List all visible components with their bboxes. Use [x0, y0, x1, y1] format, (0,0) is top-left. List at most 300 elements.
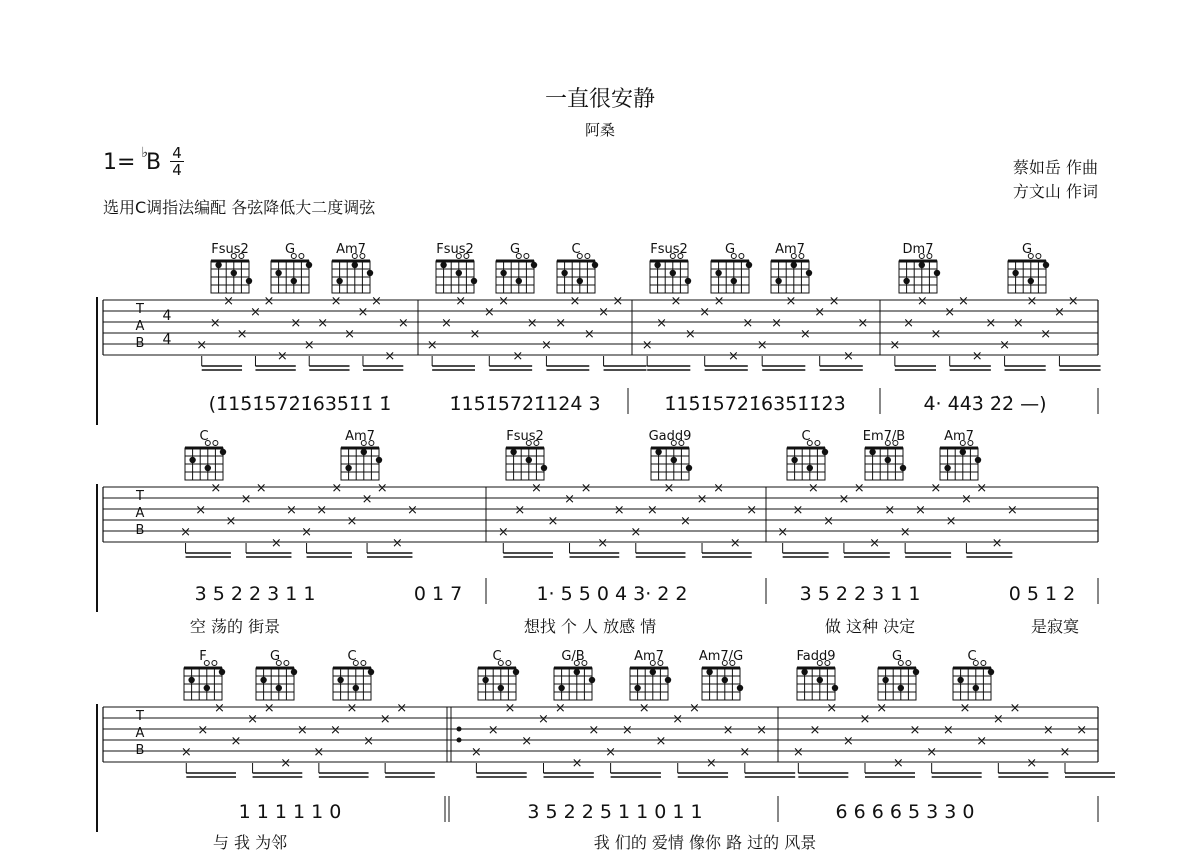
tab-note: ×	[180, 745, 192, 760]
tab-note: ×	[909, 723, 921, 738]
tab-note: ×	[655, 734, 667, 749]
chord-dot	[685, 278, 691, 284]
tab-note: ×	[807, 481, 819, 496]
tab-note: ×	[276, 349, 288, 364]
chord-dot	[960, 449, 966, 455]
chord-name: G	[724, 242, 736, 257]
tab-note: ×	[814, 305, 826, 320]
chord-dot	[337, 677, 343, 683]
tab-note: ×	[826, 701, 838, 716]
tab-note: ×	[487, 723, 499, 738]
tab-note: ×	[957, 294, 969, 309]
tab-note: ×	[842, 349, 854, 364]
tab-note: ×	[1026, 294, 1038, 309]
tab-note: ×	[828, 294, 840, 309]
chord-name: Am7	[944, 429, 974, 444]
chord-dot	[260, 677, 266, 683]
tab-note: ×	[641, 338, 653, 353]
tab-letter-T: T	[136, 489, 144, 504]
tab-note: ×	[547, 514, 559, 529]
chord-dot	[513, 669, 519, 675]
chord-dot	[498, 685, 504, 691]
tab-note: ×	[564, 492, 575, 507]
chord-dot	[817, 677, 823, 683]
tab-letter-A: A	[135, 726, 145, 741]
chord-open	[284, 661, 289, 666]
tab-note: ×	[739, 745, 751, 760]
tab-note: ×	[792, 745, 804, 760]
tab-note: ×	[930, 327, 942, 342]
tab-note: ×	[971, 349, 983, 364]
tab-note: ×	[959, 701, 971, 716]
numbered-notation: 3 5 2 2 3 1 1	[799, 583, 921, 605]
tab-time-bottom: 4	[162, 332, 172, 348]
tab-note: ×	[630, 525, 642, 540]
chord-dot	[353, 685, 359, 691]
repeat-dot	[457, 727, 462, 732]
chord-dot	[654, 262, 660, 268]
tab-note: ×	[672, 712, 684, 727]
time-top: 4	[172, 144, 182, 162]
tab-note: ×	[842, 734, 854, 749]
tab-note: ×	[280, 756, 292, 771]
chord-open	[213, 441, 218, 446]
tab-note: ×	[357, 305, 369, 320]
chord-name: Am7	[336, 242, 366, 257]
chord-dot	[791, 262, 797, 268]
tab-note: ×	[290, 316, 302, 331]
tab-note: ×	[555, 316, 567, 331]
chord-name: G	[269, 649, 281, 664]
tab-note: ×	[384, 349, 396, 364]
tab-note: ×	[213, 701, 225, 716]
chord-dot	[665, 677, 671, 683]
lyric-line: 与 我 为邻	[212, 833, 288, 850]
chord-dot	[913, 669, 919, 675]
tab-note: ×	[809, 723, 821, 738]
chord-dot	[516, 278, 522, 284]
tab-note: ×	[344, 327, 355, 342]
tab-letter-T: T	[136, 302, 144, 317]
tab-note: ×	[1067, 294, 1079, 309]
tab-note: ×	[230, 734, 242, 749]
chord-dot	[746, 262, 752, 268]
chord-name: G	[284, 242, 296, 257]
chord-dot	[592, 262, 598, 268]
chord-open	[361, 661, 366, 666]
chord-dot	[219, 669, 225, 675]
tab-note: ×	[646, 503, 658, 518]
tab-note: ×	[483, 305, 495, 320]
chord-dot	[345, 465, 351, 471]
chord-dot	[650, 669, 656, 675]
chord-name: G	[509, 242, 521, 257]
chord-dot	[898, 685, 904, 691]
chord-dot	[934, 270, 940, 276]
flat-sign: ♭	[141, 145, 149, 161]
tab-note: ×	[1012, 316, 1024, 331]
tab-letter-B: B	[135, 523, 145, 538]
key-note: B	[146, 150, 162, 175]
chord-dot	[903, 278, 909, 284]
tab-note: ×	[583, 327, 595, 342]
tab-note: ×	[722, 723, 734, 738]
tab-note: ×	[504, 701, 516, 716]
chord-dot	[869, 449, 875, 455]
chord-dot	[352, 262, 358, 268]
tab-note: ×	[944, 305, 956, 320]
chord-dot	[634, 685, 640, 691]
tab-note: ×	[1040, 327, 1052, 342]
chord-name: Fsus2	[650, 242, 688, 257]
chord-name: Am7	[634, 649, 664, 664]
numbered-notation: 3 5 2 2 3 1 1	[194, 583, 316, 605]
tab-note: ×	[330, 294, 342, 309]
numbered-notation: 6 6 6 6 5 3 3 0	[835, 801, 975, 823]
chord-dot	[440, 262, 446, 268]
chord-name: Am7	[775, 242, 805, 257]
tab-note: ×	[379, 712, 391, 727]
chord-dot	[531, 262, 537, 268]
tab-note: ×	[746, 503, 758, 518]
tab-note: ×	[899, 525, 911, 540]
chord-dot	[731, 278, 737, 284]
chord-name: G	[891, 649, 903, 664]
tab-note: ×	[469, 327, 481, 342]
chord-dot	[882, 677, 888, 683]
chord-open	[299, 254, 304, 259]
chord-dot	[722, 677, 728, 683]
chord-name: C	[801, 429, 811, 444]
numbered-notation: 1· 5 5 0 4 3· 2 2	[536, 583, 688, 605]
tab-note: ×	[638, 701, 650, 716]
chord-dot	[558, 685, 564, 691]
chord-dot	[791, 457, 797, 463]
tab-note: ×	[1009, 701, 1021, 716]
numbered-notation: 1 1 1 1 1 0	[238, 801, 342, 823]
tab-note: ×	[223, 294, 235, 309]
chord-name: Dm7	[902, 242, 934, 257]
tab-note: ×	[729, 536, 741, 551]
tab-note: ×	[777, 525, 789, 540]
tab-note: ×	[250, 305, 261, 320]
tab-letter-A: A	[135, 506, 145, 521]
tab-note: ×	[696, 492, 708, 507]
chord-dot	[205, 465, 211, 471]
chord-dot	[276, 685, 282, 691]
chord-name: Fsus2	[436, 242, 474, 257]
chord-dot	[482, 677, 488, 683]
arrangement-note: 选用C调指法编配 各弦降低大二度调弦	[103, 198, 376, 217]
chord-open	[815, 441, 820, 446]
chord-dot	[944, 465, 950, 471]
tab-note: ×	[771, 316, 783, 331]
tab-note: ×	[331, 481, 343, 496]
chord-open	[739, 254, 744, 259]
tab-note: ×	[554, 701, 566, 716]
tab-note: ×	[301, 525, 313, 540]
tab-note: ×	[684, 327, 696, 342]
tab-note: ×	[663, 481, 675, 496]
tab-note: ×	[960, 492, 972, 507]
tab-note: ×	[240, 492, 252, 507]
tab-note: ×	[656, 316, 668, 331]
chord-open	[585, 254, 590, 259]
chord-dot	[832, 685, 838, 691]
chord-dot	[376, 457, 382, 463]
tab-note: ×	[889, 338, 901, 353]
tab-note: ×	[1076, 723, 1088, 738]
chord-dot	[500, 270, 506, 276]
chord-dot	[246, 278, 252, 284]
tab-note: ×	[285, 503, 297, 518]
numbered-notation: (1̇15̇1̇572̇1̇635̇1̇1̇ 1̇	[208, 393, 392, 415]
tab-note: ×	[884, 503, 896, 518]
chord-dot	[220, 449, 226, 455]
chord-name: G	[1021, 242, 1033, 257]
chord-name: Fadd9	[796, 649, 836, 664]
tab-note: ×	[713, 481, 725, 496]
chord-name: Fsus2	[211, 242, 249, 257]
tab-note: ×	[209, 316, 221, 331]
chord-dot	[806, 270, 812, 276]
chord-name: Fsus2	[506, 429, 544, 444]
chord-dot	[807, 465, 813, 471]
chord-dot	[988, 669, 994, 675]
tab-note: ×	[915, 503, 926, 518]
tab-note: ×	[247, 712, 259, 727]
tab-note: ×	[195, 503, 207, 518]
numbered-notation: 1̇15̇1̇572̇1̇124̇ 3	[449, 393, 601, 415]
tab-note: ×	[991, 536, 1003, 551]
tab-note: ×	[727, 349, 739, 364]
tab-note: ×	[838, 492, 850, 507]
tab-note: ×	[376, 481, 388, 496]
lyric-line: 我 们的 爱情 像你 路 过的 风景	[593, 833, 817, 850]
chord-dot	[919, 262, 925, 268]
chord-dot	[291, 669, 297, 675]
numbered-notation: 0 5 1 2	[1008, 583, 1076, 605]
tab-note: ×	[569, 294, 581, 309]
tab-note: ×	[346, 514, 358, 529]
tab-note: ×	[926, 745, 938, 760]
chord-dot	[456, 270, 462, 276]
chord-name: Em7/B	[862, 429, 906, 444]
chord-dot	[215, 262, 221, 268]
tab-note: ×	[916, 294, 928, 309]
tab-note: ×	[370, 294, 382, 309]
tab-note: ×	[521, 734, 533, 749]
tab-note: ×	[361, 492, 373, 507]
chord-dot	[655, 449, 661, 455]
chord-dot	[1043, 262, 1049, 268]
tab-note: ×	[930, 481, 942, 496]
lyric-line: 是寂寞	[1030, 617, 1080, 636]
numbered-notation: 1̇15̇1̇572̇1̇635̇1̇1̇2̇3̇	[664, 393, 846, 415]
tab-letter-B: B	[135, 743, 145, 758]
tab-note: ×	[857, 316, 869, 331]
song-artist: 阿桑	[584, 121, 615, 139]
tab-note: ×	[792, 503, 804, 518]
tab-note: ×	[992, 712, 1004, 727]
chord-dot	[336, 278, 342, 284]
tab-note: ×	[1026, 756, 1038, 771]
tab-note: ×	[785, 294, 797, 309]
tab-note: ×	[942, 723, 954, 738]
chord-dot	[1012, 270, 1018, 276]
numbered-notation: 3 5 2 2 5 1 1 0 1 1	[527, 801, 703, 823]
chord-dot	[361, 449, 367, 455]
chord-name: C	[967, 649, 977, 664]
chord-dot	[306, 262, 312, 268]
lyric-line: 做 这种 决定	[824, 617, 916, 636]
tab-note: ×	[197, 723, 209, 738]
tab-note: ×	[1059, 745, 1071, 760]
chord-dot	[737, 685, 743, 691]
tab-note: ×	[530, 481, 542, 496]
chord-name: C	[199, 429, 209, 444]
tab-note: ×	[705, 756, 717, 771]
tab-note: ×	[540, 338, 552, 353]
chord-name: Gadd9	[648, 429, 692, 444]
chord-open	[212, 661, 217, 666]
tab-note: ×	[396, 701, 408, 716]
tab-letter-T: T	[136, 709, 144, 724]
chord-dot	[368, 669, 374, 675]
chord-dot	[577, 278, 583, 284]
chord-name: C	[347, 649, 357, 664]
chord-open	[1036, 254, 1041, 259]
tab-note: ×	[756, 723, 768, 738]
tab-note: ×	[823, 514, 835, 529]
tab-note: ×	[598, 305, 610, 320]
tab-note: ×	[236, 327, 248, 342]
tab-note: ×	[699, 305, 711, 320]
tab-note: ×	[756, 338, 768, 353]
tab-note: ×	[303, 338, 315, 353]
tab-note: ×	[892, 756, 904, 771]
chord-dot	[885, 457, 891, 463]
tab-note: ×	[196, 338, 208, 353]
tab-note: ×	[976, 481, 988, 496]
chord-dot	[275, 270, 281, 276]
tab-note: ×	[597, 536, 609, 551]
chord-name: C	[571, 242, 581, 257]
tab-note: ×	[296, 723, 308, 738]
chord-dot	[589, 677, 595, 683]
tab-note: ×	[440, 316, 452, 331]
chord-dot	[973, 685, 979, 691]
tab-note: ×	[526, 316, 538, 331]
tab-note: ×	[263, 701, 275, 716]
tab-note: ×	[225, 514, 237, 529]
tab-note: ×	[742, 316, 754, 331]
chord-dot	[541, 465, 547, 471]
chord-name: F	[199, 649, 207, 664]
tab-note: ×	[613, 503, 625, 518]
chord-dot	[204, 685, 210, 691]
lyricist: 方文山 作词	[1012, 182, 1098, 201]
chord-dot	[189, 457, 195, 463]
chord-dot	[957, 677, 963, 683]
chord-dot	[686, 465, 692, 471]
tab-note: ×	[985, 316, 997, 331]
tab-note: ×	[426, 338, 438, 353]
tab-letter-B: B	[135, 336, 145, 351]
tab-note: ×	[316, 503, 328, 518]
tab-note: ×	[363, 734, 375, 749]
tab-note: ×	[1006, 503, 1018, 518]
tab-note: ×	[853, 481, 865, 496]
chord-dot	[561, 270, 567, 276]
tab-note: ×	[346, 701, 358, 716]
chord-dot	[900, 465, 906, 471]
tab-note: ×	[903, 316, 915, 331]
tab-note: ×	[621, 723, 633, 738]
chord-open	[506, 661, 511, 666]
tab-note: ×	[799, 327, 811, 342]
tab-note: ×	[455, 294, 467, 309]
tab-note: ×	[605, 745, 617, 760]
tab-note: ×	[470, 745, 482, 760]
numbered-notation: 4̇· 4̇4̇3̇ 2̇2̇ —)	[923, 393, 1047, 415]
chord-open	[524, 254, 529, 259]
repeat-dot	[457, 738, 462, 743]
chord-dot	[367, 270, 373, 276]
chord-dot	[822, 449, 828, 455]
tab-note: ×	[210, 481, 222, 496]
chord-dot	[975, 457, 981, 463]
tab-note: ×	[406, 503, 418, 518]
tab-note: ×	[498, 294, 510, 309]
tab-letter-A: A	[135, 319, 145, 334]
tab-note: ×	[538, 712, 549, 727]
key-prefix: 1=	[103, 150, 136, 175]
tab-note: ×	[1053, 305, 1065, 320]
tab-note: ×	[999, 338, 1011, 353]
tab-note: ×	[869, 536, 880, 551]
time-bottom: 4	[172, 161, 182, 179]
chord-name: C	[492, 649, 502, 664]
tab-note: ×	[255, 481, 267, 496]
tab-note: ×	[689, 701, 700, 716]
numbered-notation: 0 1 7	[413, 583, 463, 605]
tab-note: ×	[612, 294, 624, 309]
tab-note: ×	[317, 316, 329, 331]
tab-note: ×	[976, 734, 988, 749]
tab-note: ×	[670, 294, 682, 309]
chord-dot	[510, 449, 516, 455]
tab-note: ×	[680, 514, 691, 529]
chord-dot	[471, 278, 477, 284]
lyric-line: 空 荡的 街景	[189, 617, 281, 636]
tab-note: ×	[713, 294, 725, 309]
tab-note: ×	[180, 525, 192, 540]
tab-note: ×	[329, 723, 341, 738]
tab-note: ×	[397, 316, 409, 331]
tab-note: ×	[1042, 723, 1054, 738]
chord-open	[906, 661, 911, 666]
song-title: 一直很安静	[544, 87, 655, 112]
tab-note: ×	[859, 712, 871, 727]
tab-note: ×	[945, 514, 957, 529]
tab-note: ×	[497, 525, 509, 540]
tab-note: ×	[588, 723, 600, 738]
chord-dot	[1028, 278, 1034, 284]
chord-dot	[231, 270, 237, 276]
tab-note: ×	[512, 349, 524, 364]
chord-dot	[706, 669, 712, 675]
